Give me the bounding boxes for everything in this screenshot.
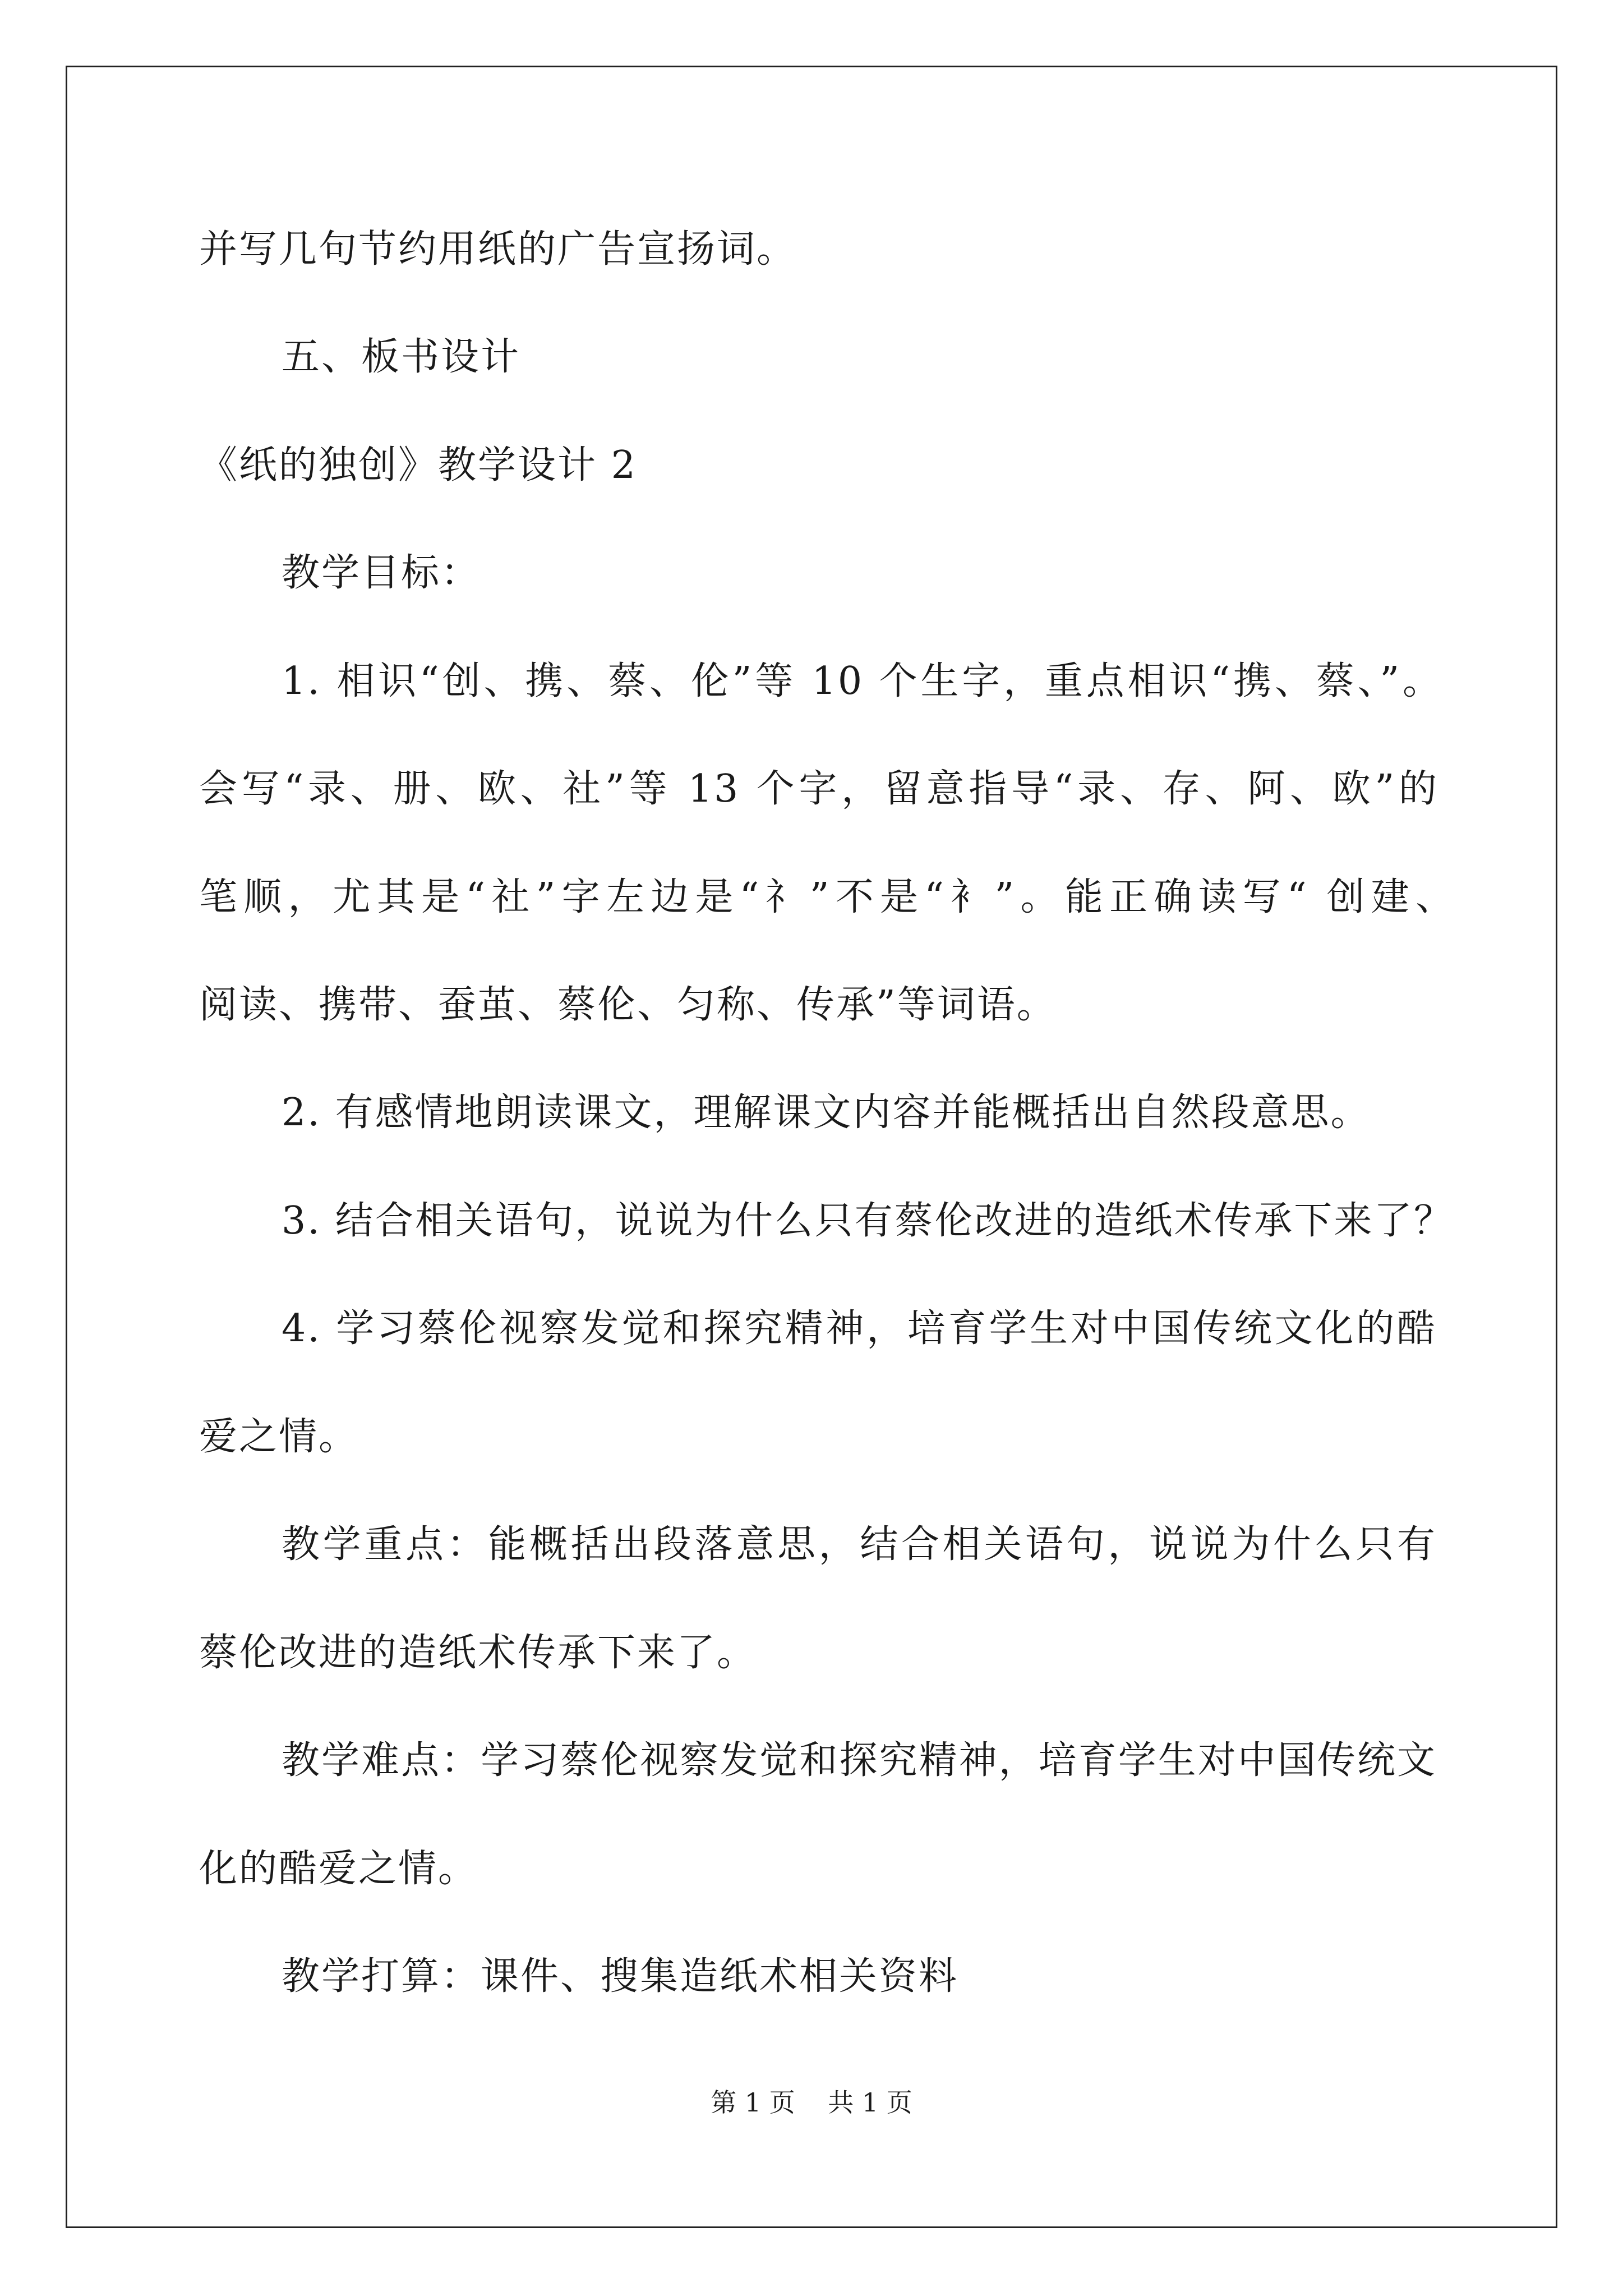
goal-4-line-2: 爱之情。 [199, 1415, 359, 1459]
goal-1-line-4: 阅读、携带、蚕茧、蔡伦、匀称、传承”等词语。 [199, 983, 1057, 1027]
key-points-line-2: 蔡伦改进的造纸术传承下来了。 [199, 1631, 757, 1675]
preparation-line: 教学打算：课件、搜集造纸术相关资料 [282, 1954, 959, 1999]
difficult-points-line-2: 化的酷爱之情。 [199, 1847, 478, 1891]
difficult-points-line-1: 教学难点：学习蔡伦视察发觉和探究精神，培育学生对中国传统文 [282, 1738, 1437, 1783]
page-footer: 第 1 页 共 1 页 [711, 2087, 912, 2118]
document-title: 《纸的独创》教学设计 2 [199, 443, 637, 487]
section-heading-board-design: 五、板书设计 [282, 335, 521, 379]
goal-1-line-3: 笔顺，尤其是“社”字左边是“礻”不是“衤”。能正确读写“ 创建、 [199, 875, 1455, 919]
key-points-line-1: 教学重点：能概括出段落意思，结合相关语句，说说为什么只有 [282, 1522, 1437, 1567]
goal-2: 2. 有感情地朗读课文，理解课文内容并能概括出自然段意思。 [282, 1091, 1371, 1135]
heading-teaching-goals: 教学目标： [282, 551, 481, 595]
goal-4-line-1: 4. 学习蔡伦视察发觉和探究精神，培育学生对中国传统文化的酷 [282, 1306, 1437, 1351]
goal-3: 3. 结合相关语句，说说为什么只有蔡伦改进的造纸术传承下来了？ [282, 1199, 1454, 1243]
goal-1-line-2: 会写“录、册、欧、社”等 13 个字，留意指导“录、存、阿、欧”的 [199, 767, 1438, 811]
page-border [66, 66, 1557, 2228]
text-line-continuation: 并写几句节约用纸的广告宣扬词。 [199, 227, 797, 272]
goal-1-line-1: 1. 相识“创、携、蔡、伦”等 10 个生字，重点相识“携、蔡、”。 [282, 659, 1442, 703]
